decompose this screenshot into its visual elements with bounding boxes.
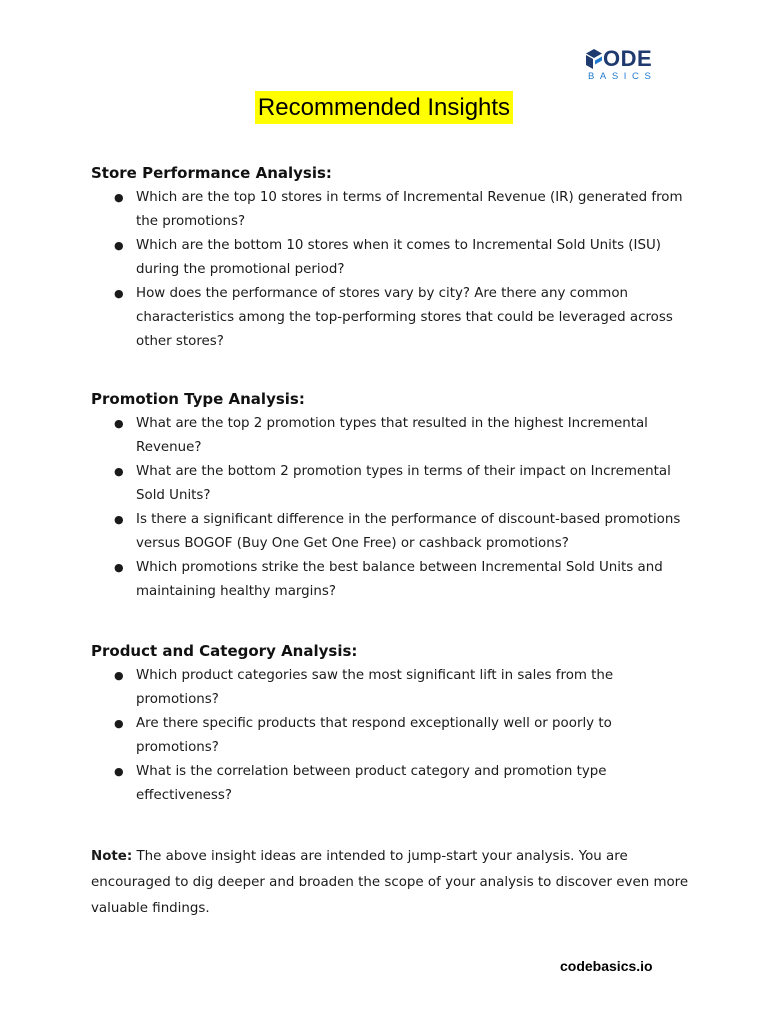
- page-title: Recommended Insights: [255, 91, 513, 124]
- bullet-icon: ●: [114, 191, 124, 204]
- codebasics-logo-icon: [586, 49, 602, 69]
- section-product-category: [91, 640, 691, 808]
- list-item: [91, 234, 691, 282]
- list-item-text: What are the top 2 promotion types that resulted in the highest Incremental Revenue?: [136, 416, 648, 455]
- list-item: [91, 460, 691, 508]
- title-container: [0, 91, 768, 124]
- bullet-icon: ●: [114, 239, 124, 252]
- question-list: [91, 412, 691, 604]
- question-list: [91, 664, 691, 808]
- bullet-icon: ●: [114, 669, 124, 682]
- question-list: [91, 186, 691, 354]
- note-paragraph: [91, 844, 691, 922]
- list-item: [91, 664, 691, 712]
- section-heading: Store Performance Analysis:: [91, 164, 332, 182]
- note-text: The above insight ideas are intended to jump-start your analysis. You are encouraged to dig deeper and broaden the scope of your analysis to discover even more valuable findings.: [91, 849, 689, 916]
- list-item: [91, 712, 691, 760]
- list-item: [91, 412, 691, 460]
- bullet-icon: ●: [114, 465, 124, 478]
- bullet-icon: ●: [114, 717, 124, 730]
- list-item-text: Is there a significant difference in the performance of discount-based promotions versus BOGOF (Buy One Get One Free) or cashback promotions?: [136, 512, 681, 551]
- section-store-performance: [91, 162, 691, 354]
- list-item-text: What is the correlation between product category and promotion type effectiveness?: [136, 764, 607, 803]
- document-body: [91, 162, 691, 922]
- list-item-text: Which promotions strike the best balance between Incremental Sold Units and maintaining healthy margins?: [136, 560, 663, 599]
- list-item-text: How does the performance of stores vary by city? Are there any common characteristics among the top-performing stores that could be leveraged across other stores?: [136, 286, 673, 349]
- section-promotion-type: [91, 388, 691, 604]
- note-label: Note:: [91, 849, 133, 864]
- list-item-text: Which product categories saw the most significant lift in sales from the promotions?: [136, 668, 614, 707]
- bullet-icon: ●: [114, 287, 124, 300]
- list-item: [91, 556, 691, 604]
- brand-logo: [586, 48, 664, 84]
- logo-subtitle: BASICS: [588, 71, 657, 82]
- list-item-text: Which are the top 10 stores in terms of Incremental Revenue (IR) generated from the promotions?: [136, 190, 683, 229]
- list-item: [91, 760, 691, 808]
- section-heading: Product and Category Analysis:: [91, 642, 358, 660]
- list-item: [91, 508, 691, 556]
- bullet-icon: ●: [114, 417, 124, 430]
- list-item-text: What are the bottom 2 promotion types in terms of their impact on Incremental Sold Units?: [136, 464, 671, 503]
- bullet-icon: ●: [114, 561, 124, 574]
- list-item: [91, 186, 691, 234]
- footer-website: codebasics.io: [560, 958, 653, 974]
- bullet-icon: ●: [114, 765, 124, 778]
- list-item-text: Are there specific products that respond exceptionally well or poorly to promotions?: [136, 716, 612, 755]
- list-item-text: Which are the bottom 10 stores when it comes to Incremental Sold Units (ISU) during the promotional period?: [136, 238, 662, 277]
- list-item: [91, 282, 691, 354]
- section-heading: Promotion Type Analysis:: [91, 390, 305, 408]
- logo-wordmark: ODE: [603, 46, 653, 71]
- bullet-icon: ●: [114, 513, 124, 526]
